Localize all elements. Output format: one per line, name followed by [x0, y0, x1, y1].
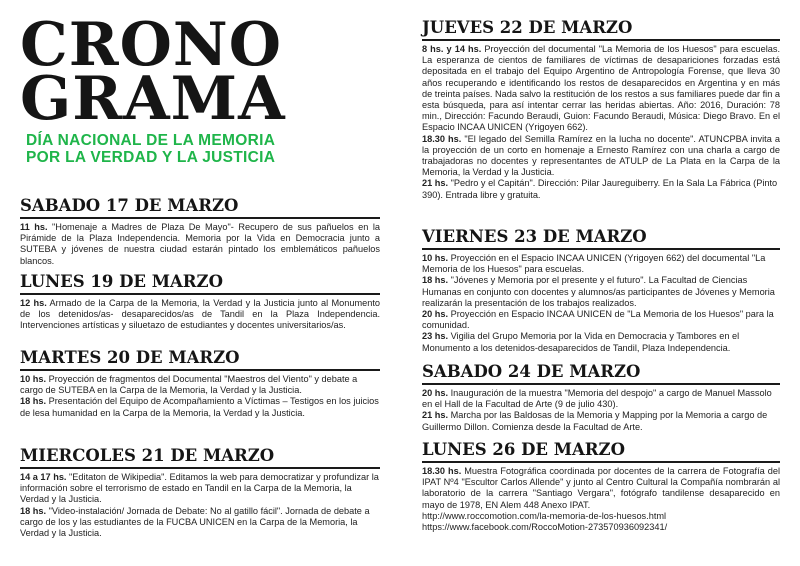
day-section-lunes-19 — [20, 272, 380, 332]
event-text: Presentación del Equipo de Acompañamiento a Víctimas – Testigos en los juicios de lesa humanidad en la Carpa de la Memoria, la Verdad y la Justicia. — [20, 396, 379, 418]
event-text: "Editaton de Wikipedia". Editamos la web para democratizar y profundizar la información sobre el terrorismo de estado en Tandil en la Carpa de la Memoria, la Verdad y la Justicia. — [20, 472, 379, 505]
day-section-jueves-22 — [422, 18, 780, 201]
event-hour: 21 hs. — [422, 410, 449, 421]
day-title: LUNES 26 DE MARZO — [422, 440, 780, 463]
event-hour: 10 hs. — [20, 374, 47, 384]
event-text: "Jóvenes y Memoria por el presente y el futuro". La Facultad de Ciencias Humanas en conjunto con docentes y alumnos/as participantes de Jóvenes y Memoria realizarán la presentación de los trabajos realizados. — [422, 275, 775, 308]
event-text: "El legado del Semilla Ramírez en la lucha no docente". ATUNCPBA invita a la proyección de un corto en homenaje a Ernesto Ramírez con una charla a cargo de trabajadoras no docentes y representantes de ATULP de La Plata en la Carpa de la Memoria, la Verdad y la Justicia. — [422, 133, 780, 178]
event-item — [422, 134, 780, 179]
left-column — [20, 0, 380, 566]
event-text: Proyección en Espacio INCAA UNICEN de "La Memoria de los Huesos" para la comunidad. — [422, 309, 774, 331]
link-text[interactable]: https://www.facebook.com/RoccoMotion-273570936092341/ — [422, 522, 668, 533]
title-line-1: CRONO — [20, 10, 282, 80]
event-item — [20, 472, 380, 506]
day-section-sabado-24 — [422, 362, 780, 433]
event-text: Vigilia del Grupo Memoria por la Vida en Democracia y Tambores en el Monumento a los detenidos-desaparecidos de Tandil, Plaza Independencia. — [422, 331, 740, 353]
link-text[interactable]: http://www.roccomotion.com/la-memoria-de-los-huesos.html — [422, 510, 667, 521]
event-item — [422, 44, 780, 134]
day-section-miercoles-21 — [20, 446, 380, 539]
day-section-martes-20 — [20, 348, 380, 419]
title-line-2: GRAMA — [20, 64, 286, 134]
event-item — [422, 331, 780, 353]
day-section-viernes-23 — [422, 227, 780, 354]
subtitle-line-2: POR LA VERDAD Y LA JUSTICIA — [26, 149, 276, 166]
right-column — [422, 0, 780, 566]
event-hour: 11 hs. — [20, 222, 48, 232]
day-title: SABADO 24 DE MARZO — [422, 362, 780, 385]
event-item — [20, 222, 380, 267]
event-hour: 20 hs. — [422, 388, 449, 398]
event-item — [422, 410, 780, 432]
event-text: "Video-instalación/ Jornada de Debate: No al gatillo fácil". Jornada de debate a cargo de los y las estudiantes de la FUCBA UNICEN en la Carpa de la Memoria, la Verdad y la Justicia. — [20, 505, 370, 539]
event-text: Proyección en el Espacio INCAA UNICEN (Yrigoyen 662) del documental "La Memoria de los Huesos" para escuelas. — [422, 253, 766, 275]
event-item — [422, 178, 780, 200]
subtitle-line-1: DÍA NACIONAL DE LA MEMORIA — [26, 132, 276, 149]
event-hour: 21 hs. — [422, 178, 449, 189]
event-hour: 10 hs. — [422, 253, 449, 263]
day-title: LUNES 19 DE MARZO — [20, 272, 380, 295]
event-text: "Homenaje a Madres de Plaza De Mayo"- Recupero de sus pañuelos en la Pirámide de la Plaza Independencia. Memoria por la Vida en Democracia junto a SUTEBA y jóvenes de nuestra ciudad estarán pintado los emblemáticos pañuelos blancos. — [20, 222, 380, 266]
link-roccomotion[interactable] — [422, 511, 780, 522]
event-hour: 23 hs. — [422, 331, 449, 342]
day-section-sabado-17 — [20, 196, 380, 267]
event-item — [422, 466, 780, 511]
event-hour: 18 hs. — [20, 505, 47, 516]
event-item — [422, 309, 780, 331]
event-hour: 18 hs. — [422, 275, 449, 286]
event-item — [422, 388, 780, 410]
subtitle — [26, 132, 380, 166]
event-item — [20, 298, 380, 332]
event-item — [422, 253, 780, 275]
event-item — [20, 396, 380, 418]
event-hour: 20 hs. — [422, 309, 449, 320]
event-text: Proyección de fragmentos del Documental "Maestros del Viento" y debate a cargo de SUTEBA en la Carpa de la Memoria, la Verdad y la Justicia. — [20, 374, 358, 396]
event-text: Muestra Fotográfica coordinada por docentes de la carrera de Fotografía del IPAT Nº4 "Escultor Carlos Allende" y junto al Centro Cultural la Compañía nombrarán al laboratorio de la carrera "Santiago Vergara", fotógrafo tandilense desaparecido en mayo de 1978, EN Alem 448 Anexo IPAT. — [422, 466, 780, 510]
event-text: "Pedro y el Capitán". Dirección: Pilar Jaureguiberry. En la Sala La Fábrica (Pinto 390). Entrada libre y gratuita. — [422, 178, 778, 200]
event-hour: 18.30 hs. — [422, 133, 462, 144]
event-hour: 18 hs. — [20, 396, 47, 407]
day-title: JUEVES 22 DE MARZO — [422, 18, 780, 41]
event-hour: 12 hs. — [20, 298, 47, 308]
event-hour: 18.30 hs. — [422, 466, 462, 476]
event-hour: 8 hs. y 14 hs. — [422, 44, 482, 54]
day-title: MIERCOLES 21 DE MARZO — [20, 446, 380, 469]
event-text: Inauguración de la muestra "Memoria del despojo" a cargo de Manuel Massolo en el Hall de la Facultad de Arte (9 de julio 430). — [422, 388, 772, 410]
day-title: VIERNES 23 DE MARZO — [422, 227, 780, 250]
event-item — [20, 506, 380, 540]
event-text: Armado de la Carpa de la Memoria, la Verdad y la Justicia junto al Monumento de los detenidos/as- desaparecidos/as de Tandil en la Plaza Independencia. Intervenciones artísticas y siluetazo de estudiantes y docentes universitarios/as. — [20, 298, 380, 331]
day-title: SABADO 17 DE MARZO — [20, 196, 380, 219]
event-item — [422, 275, 780, 309]
day-section-lunes-26 — [422, 440, 780, 533]
link-facebook[interactable] — [422, 522, 780, 533]
event-text: Proyección del documental "La Memoria de los Huesos" para escuelas. La esperanza de cientos de familiares de víctimas de desapariciones forzadas está depositada en el trabajo del Equipo Argentino de Antropología Forense, que lleva 30 años recuperando e identificando los restos de desaparecidos en Argentina y en más de treinta países. Nada salvo la restitución de los restos a sus familiares puede dar fin a esta búsqueda, para así intentar cerrar las heridas abiertas. Año: 2016, Duración: 78 min., Dirección: Facundo Beraudi, Guion: Facundo Beraudi, Música: Diego Bravo. En el Espacio INCAA UNICEN (Yrigoyen 662). — [422, 44, 780, 133]
event-text: Marcha por las Baldosas de la Memoria y Mapping por la Memoria a cargo de Guillermo Dillon. Comienza desde la Facultad de Arte. — [422, 410, 768, 432]
day-title: MARTES 20 DE MARZO — [20, 348, 380, 371]
event-hour: 14 a 17 hs. — [20, 472, 67, 482]
event-item — [20, 374, 380, 396]
